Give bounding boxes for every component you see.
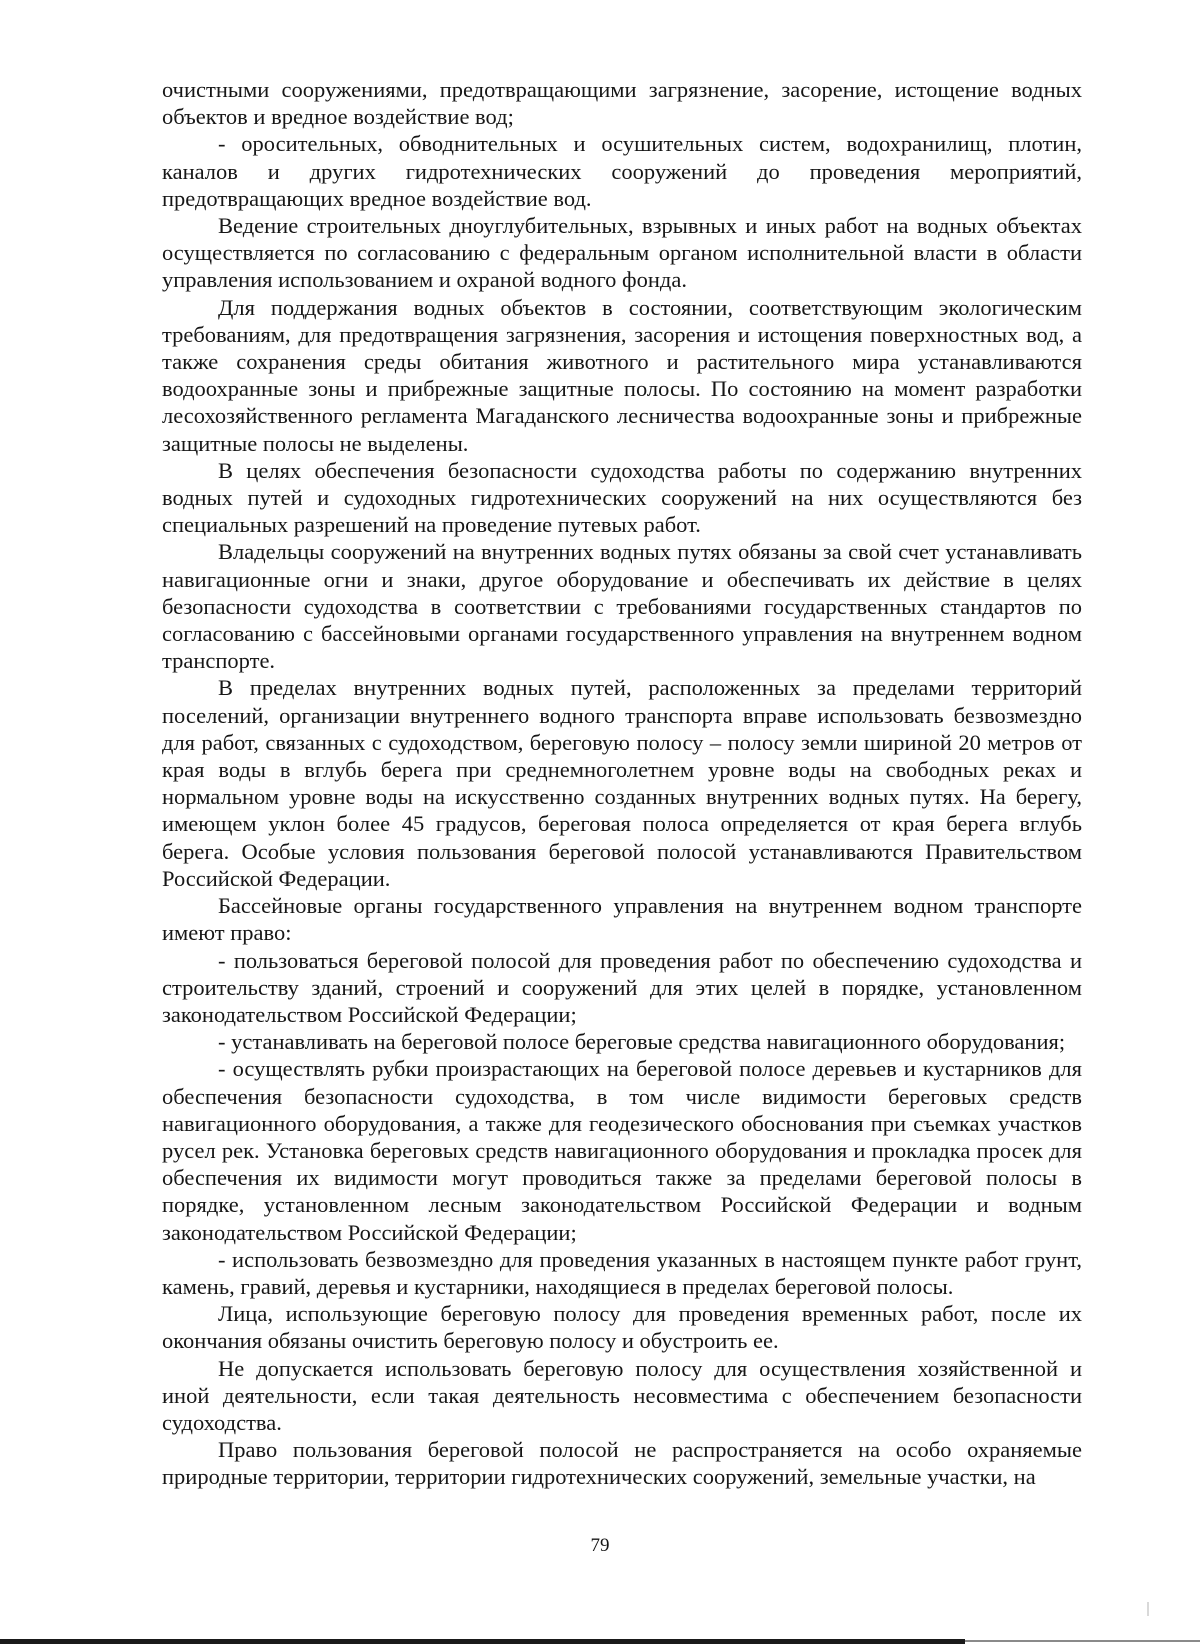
scan-edge-line: [0, 1639, 965, 1644]
paragraph-12: - использовать безвозмездно для проведения указанных в настоящем пункте работ грунт, камень, гравий, деревья и кустарники, находящиеся в пределах береговой полосы.: [162, 1246, 1082, 1299]
paragraph-15: Право пользования береговой полосой не распространяется на особо охраняемые природные территории, территории гидротехнических сооружений, земельные участки, на: [162, 1437, 1082, 1490]
paragraph-1: очистными сооружениями, предотвращающими загрязнение, засорение, истощение водных объектов и вредное воздействие вод;: [162, 77, 1082, 130]
paragraph-10: - устанавливать на береговой полосе береговые средства навигационного оборудования;: [218, 1029, 1066, 1055]
paragraph-14: Не допускается использовать береговую полосу для осуществления хозяйственной и иной деятельности, если такая деятельность несовместима с обеспечением безопасности судоходства.: [162, 1355, 1082, 1435]
document-body: [162, 76, 1082, 1491]
paragraph-7: В пределах внутренних водных путей, расположенных за пределами территорий поселений, организации внутреннего водного транспорта вправе использовать безвозмездно для работ, связанных с судоходством, береговую полосу – полосу земли шириной 20 метров от края воды в вглубь берега при среднемноголетнем уровне воды на свободных реках и нормальном уровне воды на искусственно созданных внутренних водных путях. На берегу, имеющем уклон более 45 градусов, береговая полоса определяется от края берега вглубь берега. Особые условия пользования береговой полосой устанавливаются Правительством Российской Федерации.: [162, 675, 1082, 891]
paragraph-11: - осуществлять рубки произрастающих на береговой полосе деревьев и кустарников для обеспечения безопасности судоходства, в том числе видимости береговых средств навигационного оборудования, а также для геодезического обоснования при съемках участков русел рек. Установка береговых средств навигационного оборудования и прокладка просек для обеспечения их видимости могут проводиться также за пределами береговой полосы в порядке, установленном лесным законодательством Российской Федерации и водным законодательством Российской Федерации;: [162, 1056, 1082, 1245]
paragraph-6: Владельцы сооружений на внутренних водных путях обязаны за свой счет устанавливать навигационные огни и знаки, другое оборудование и обеспечивать их действие в целях безопасности судоходства в соответствии с требованиями государственных стандартов по согласованию с бассейновыми органами государственного управления на внутреннем водном транспорте.: [162, 539, 1082, 674]
paragraph-9: - пользоваться береговой полосой для проведения работ по обеспечению судоходства и строительству зданий, строений и сооружений для этих целей в порядке, установленном законодательством Российской Федерации;: [162, 947, 1082, 1027]
paragraph-4: Для поддержания водных объектов в состоянии, соответствующим экологическим требованиям, для предотвращения загрязнения, засорения и истощения поверхностных вод, а также сохранения среды обитания животного и растительного мира устанавливаются водоохранные зоны и прибрежные защитные полосы. По состоянию на момент разработки лесохозяйственного регламента Магаданского лесничества водоохранные зоны и прибрежные защитные полосы не выделены.: [162, 294, 1082, 456]
paragraph-3: Ведение строительных дноуглубительных, взрывных и иных работ на водных объектах осуществляется по согласованию с федеральным органом исполнительной власти в области управления использованием и охраной водного фонда.: [162, 213, 1082, 293]
paragraph-8: Бассейновые органы государственного управления на внутреннем водном транспорте имеют право:: [162, 893, 1082, 946]
scan-edge-line-faded: [965, 1640, 1200, 1642]
paragraph-5: В целях обеспечения безопасности судоходства работы по содержанию внутренних водных путей и судоходных гидротехнических сооружений на них осуществляются без специальных разрешений на проведение путевых работ.: [162, 457, 1082, 538]
scan-mark: [1147, 1602, 1149, 1616]
paragraph-13: Лица, использующие береговую полосу для проведения временных работ, после их окончания обязаны очистить береговую полосу и обустроить ее.: [162, 1301, 1082, 1354]
page-number: 79: [590, 1535, 610, 1556]
paragraph-2: - оросительных, обводнительных и осушительных систем, водохранилищ, плотин, каналов и других гидротехнических сооружений до проведения мероприятий, предотвращающих вредное воздействие вод.: [162, 131, 1082, 211]
